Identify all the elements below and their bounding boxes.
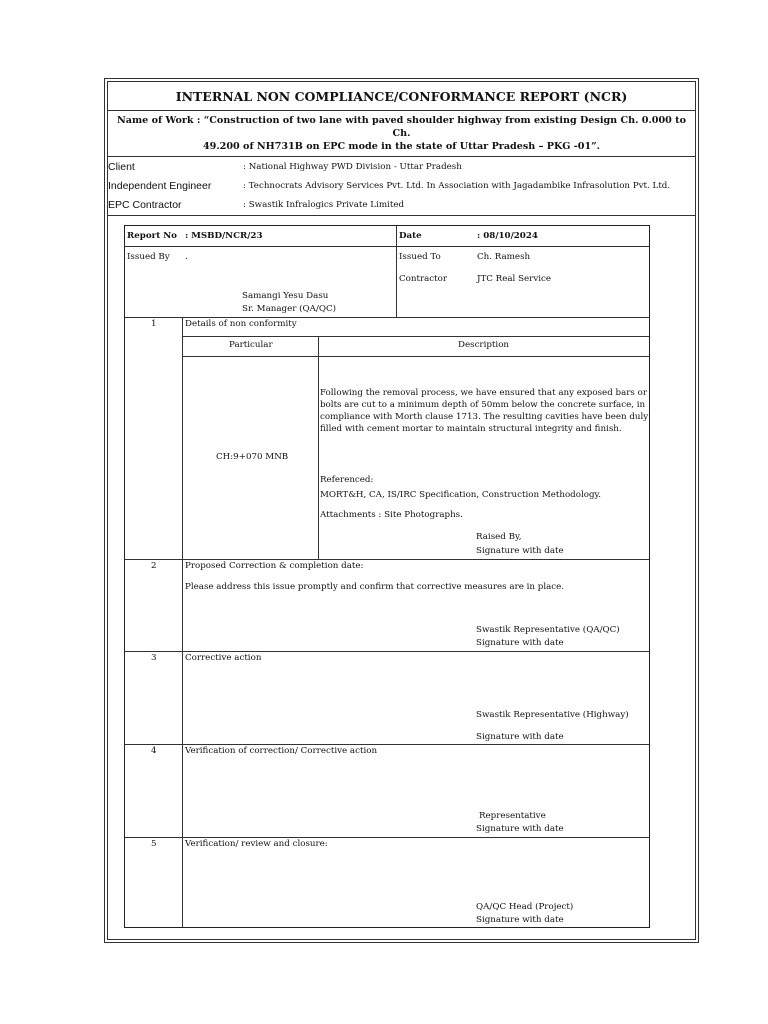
grid-line: [125, 744, 649, 745]
signature-title: Raised By,: [476, 532, 522, 542]
date-label: Date: [399, 231, 422, 241]
section-title: Details of non conformity: [185, 319, 297, 329]
section-title: Corrective action: [185, 653, 262, 663]
issued-to-label: Issued To: [399, 252, 441, 262]
issued-by-label: Issued By: [127, 252, 170, 262]
signature-with-date: Signature with date: [476, 824, 564, 834]
grid-line: [125, 246, 649, 247]
signature-with-date: Signature with date: [476, 638, 564, 648]
party-value: : Technocrats Advisory Services Pvt. Ltd. In Association with Jagadambike Infrasolution Pvt. Ltd.: [243, 181, 671, 191]
issued-by-value: .: [185, 252, 188, 262]
column-header-description: Description: [458, 340, 510, 350]
date-value: : 08/10/2024: [477, 231, 538, 241]
grid-line: [125, 651, 649, 652]
section-title: Verification of correction/ Corrective action: [185, 746, 378, 756]
grid-line: [396, 226, 397, 318]
grid-line: [125, 837, 649, 838]
party-label: Independent Engineer: [108, 180, 212, 192]
name-of-work: [108, 111, 695, 157]
attachments: Attachments : Site Photographs.: [320, 510, 463, 520]
signature-with-date: Signature with date: [476, 732, 564, 742]
report-no-label: Report No: [127, 231, 177, 241]
grid-line: [182, 336, 649, 337]
name-of-work-line2: 49.200 of NH731B on EPC mode in the state of Uttar Pradesh – PKG -01”.: [202, 141, 601, 152]
document-title: INTERNAL NON COMPLIANCE/CONFORMANCE REPORT (NCR): [108, 82, 695, 111]
report-table: [124, 225, 650, 928]
section-text: Please address this issue promptly and confirm that corrective measures are in place.: [185, 582, 565, 592]
report-no-value: : MSBD/NCR/23: [185, 231, 263, 241]
party-value: : Swastik Infralogics Private Limited: [243, 200, 405, 210]
signature-title: Swastik Representative (QA/QC): [476, 625, 620, 635]
signature-with-date: Signature with date: [476, 546, 564, 556]
signature-title: Representative: [479, 811, 546, 821]
issued-to-value: Ch. Ramesh: [477, 252, 531, 262]
section-number: 5: [151, 839, 157, 849]
issued-by-role: Sr. Manager (QA/QC): [242, 304, 337, 314]
grid-line: [125, 317, 649, 318]
party-value: : National Highway PWD Division - Uttar Pradesh: [243, 162, 462, 172]
grid-line: [182, 317, 183, 927]
issued-by-name: Samangi Yesu Dasu: [242, 291, 329, 301]
referenced-value: MORT&H, CA, IS/IRC Specification, Construction Methodology.: [320, 490, 602, 500]
parties-block: [108, 158, 695, 216]
grid-line: [318, 336, 319, 560]
signature-title: Swastik Representative (Highway): [476, 710, 629, 720]
section-number: 3: [151, 653, 157, 663]
name-of-work-line1: Name of Work : “Construction of two lane with paved shoulder highway from existing Design Ch. 0.000 to Ch.: [117, 115, 686, 139]
section-title: Verification/ review and closure:: [185, 839, 328, 849]
section-number: 2: [151, 561, 157, 571]
referenced-label: Referenced:: [320, 475, 374, 485]
section-title: Proposed Correction & completion date:: [185, 561, 364, 571]
section-number: 1: [151, 319, 157, 329]
section-number: 4: [151, 746, 157, 756]
party-row-client: [108, 158, 695, 177]
signature-with-date: Signature with date: [476, 915, 564, 925]
party-row-epc-contractor: [108, 196, 695, 215]
grid-line: [125, 559, 649, 560]
particular-chainage: CH:9+070 MNB: [216, 452, 289, 462]
description-text: Following the removal process, we have ensured that any exposed bars or bolts are cut to a minimum depth of 50mm below the concrete surface, in compliance with Morth clause 1713. The resulting cavities have been duly filled with cement mortar to maintain structural integrity and finish.: [320, 388, 649, 434]
party-row-independent-engineer: [108, 177, 695, 196]
grid-line: [182, 356, 649, 357]
contractor-value: JTC Real Service: [477, 274, 552, 284]
contractor-label: Contractor: [399, 274, 448, 284]
column-header-particular: Particular: [229, 340, 273, 350]
party-label: Client: [108, 161, 135, 173]
signature-title: QA/QC Head (Project): [476, 902, 574, 912]
party-label: EPC Contractor: [108, 199, 182, 211]
